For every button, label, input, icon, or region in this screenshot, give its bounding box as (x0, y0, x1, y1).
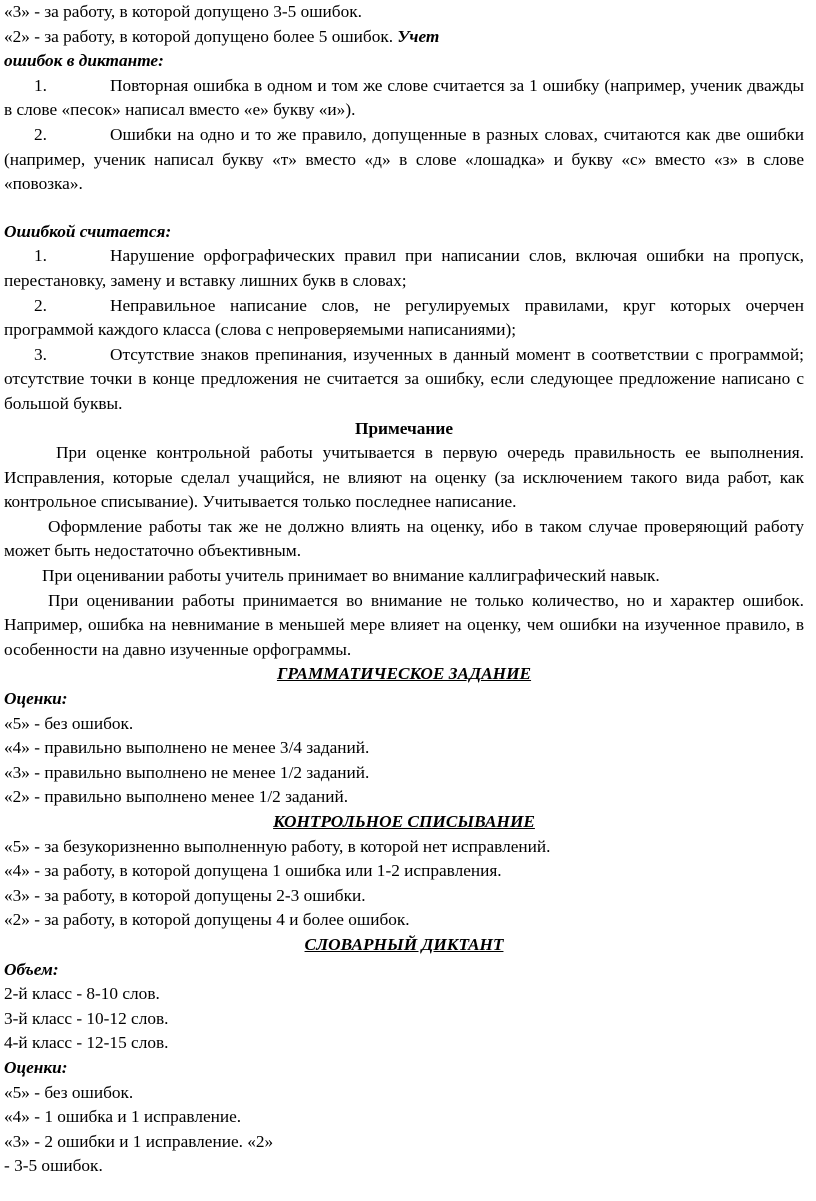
vocab-grade-line: «5» - без ошибок. (4, 1082, 134, 1102)
dictation-grade-2 (4, 25, 804, 50)
list-item-number: 3. (34, 344, 47, 364)
list-item-number: 1. (34, 246, 47, 266)
copying-heading: КОНТРОЛЬНОЕ СПИСЫВАНИЕ (273, 812, 535, 831)
list-item (4, 343, 804, 417)
vocab-volume-line: 2-й класс - 8-10 слов. (4, 984, 160, 1004)
copying-grade-line: «4» - за работу, в которой допущена 1 ошибка или 1-2 исправления. (4, 861, 502, 881)
vocab-grade-line: «4» - 1 ошибка и 1 исправление. (4, 1107, 242, 1127)
error-count-heading-a: Учет (397, 26, 440, 46)
list-item-text: Отсутствие знаков препинания, изученных в данный момент в соответствии с программой; отсутствие точки в конце предложения не считается за ошибку, если следующее предложение написано с большой буквы. (4, 344, 804, 413)
list-item (4, 74, 804, 123)
vocab-heading: СЛОВАРНЫЙ ДИКТАНТ (304, 934, 504, 954)
list-item-text: Ошибки на одно и то же правило, допущенные в разных словах, считаются как две ошибки (например, ученик написал букву «т» вместо «д» в слове «лошадка» и букву «с» вместо «з» в слове «повозка». (4, 124, 804, 194)
vocab-volume-line: 3-й класс - 10-12 слов. (4, 1008, 169, 1028)
list-item (4, 244, 804, 293)
note-paragraph-1: При оценке контрольной работы учитывается в первую очередь правильность ее выполнения. Исправления, которые сделал учащийся, не влияют на оценку (за исключением такого вида работ, как контрольное списывание). Учитывается только последнее написание. (4, 443, 804, 512)
grammar-grade-line: «3» - правильно выполнено не менее 1/2 заданий. (4, 762, 370, 782)
copying-grade-line: «3» - за работу, в которой допущены 2-3 ошибки. (4, 885, 366, 905)
grammar-grades-label: Оценки: (4, 689, 68, 709)
grammar-grade-line: «4» - правильно выполнено не менее 3/4 заданий. (4, 738, 370, 758)
spacer (4, 197, 804, 220)
note-paragraph-4: При оценивании работы принимается во внимание не только количество, но и характер ошибок. Например, ошибка на невнимание в меньшей мере влияет на оценку, чем ошибки на изученное правило, в особенности на давно изученные орфограммы. (4, 590, 804, 659)
list-item-number: 2. (34, 295, 47, 315)
vocab-grade-line: «3» - 2 ошибки и 1 исправление. «2» (4, 1131, 274, 1151)
grammar-heading: ГРАММАТИЧЕСКОЕ ЗАДАНИЕ (276, 664, 532, 684)
note-paragraph-2: Оформление работы так же не должно влиять на оценку, ибо в таком случае проверяющий работу может быть недостаточно объективным. (4, 516, 804, 561)
vocab-volume-line: 4-й класс - 12-15 слов. (4, 1033, 169, 1053)
dictation-grade-2-text: «2» - за работу, в которой допущено более 5 ошибок. (4, 26, 394, 46)
error-count-heading-b: ошибок в диктанте: (4, 51, 164, 71)
note-heading: Примечание (355, 418, 453, 438)
list-item-text: Нарушение орфографических правил при написании слов, включая ошибки на пропуск, перестановку, замену и вставку лишних букв в словах; (4, 246, 804, 290)
vocab-volume-label: Объем: (4, 959, 59, 979)
vocab-grade-line: - 3-5 ошибок. (4, 1156, 103, 1176)
grammar-grade-line: «5» - без ошибок. (4, 713, 134, 733)
error-definition-heading: Ошибкой считается: (4, 221, 172, 241)
note-paragraph-3: При оценивании работы учитель принимает во внимание каллиграфический навык. (42, 566, 660, 586)
list-item-number: 1. (34, 75, 47, 95)
grammar-grade-line: «2» - правильно выполнено менее 1/2 заданий. (4, 787, 349, 807)
list-item-text: Повторная ошибка в одном и том же слове считается за 1 ошибку (например, ученик дважды в слове «песок» написал вместо «е» букву «и»). (4, 75, 804, 120)
copying-grade-line: «2» - за работу, в которой допущены 4 и более ошибок. (4, 910, 410, 930)
list-item (4, 123, 804, 197)
list-item (4, 294, 804, 343)
list-item-text: Неправильное написание слов, не регулируемых правилами, круг которых очерчен программой каждого класса (слова с непроверяемыми написаниями); (4, 295, 804, 340)
vocab-grades-label: Оценки: (4, 1057, 68, 1077)
list-item-number: 2. (34, 124, 47, 144)
dictation-grade-3: «3» - за работу, в которой допущено 3-5 ошибок. (4, 2, 362, 21)
copying-grade-line: «5» - за безукоризненно выполненную работу, в которой нет исправлений. (4, 836, 551, 856)
